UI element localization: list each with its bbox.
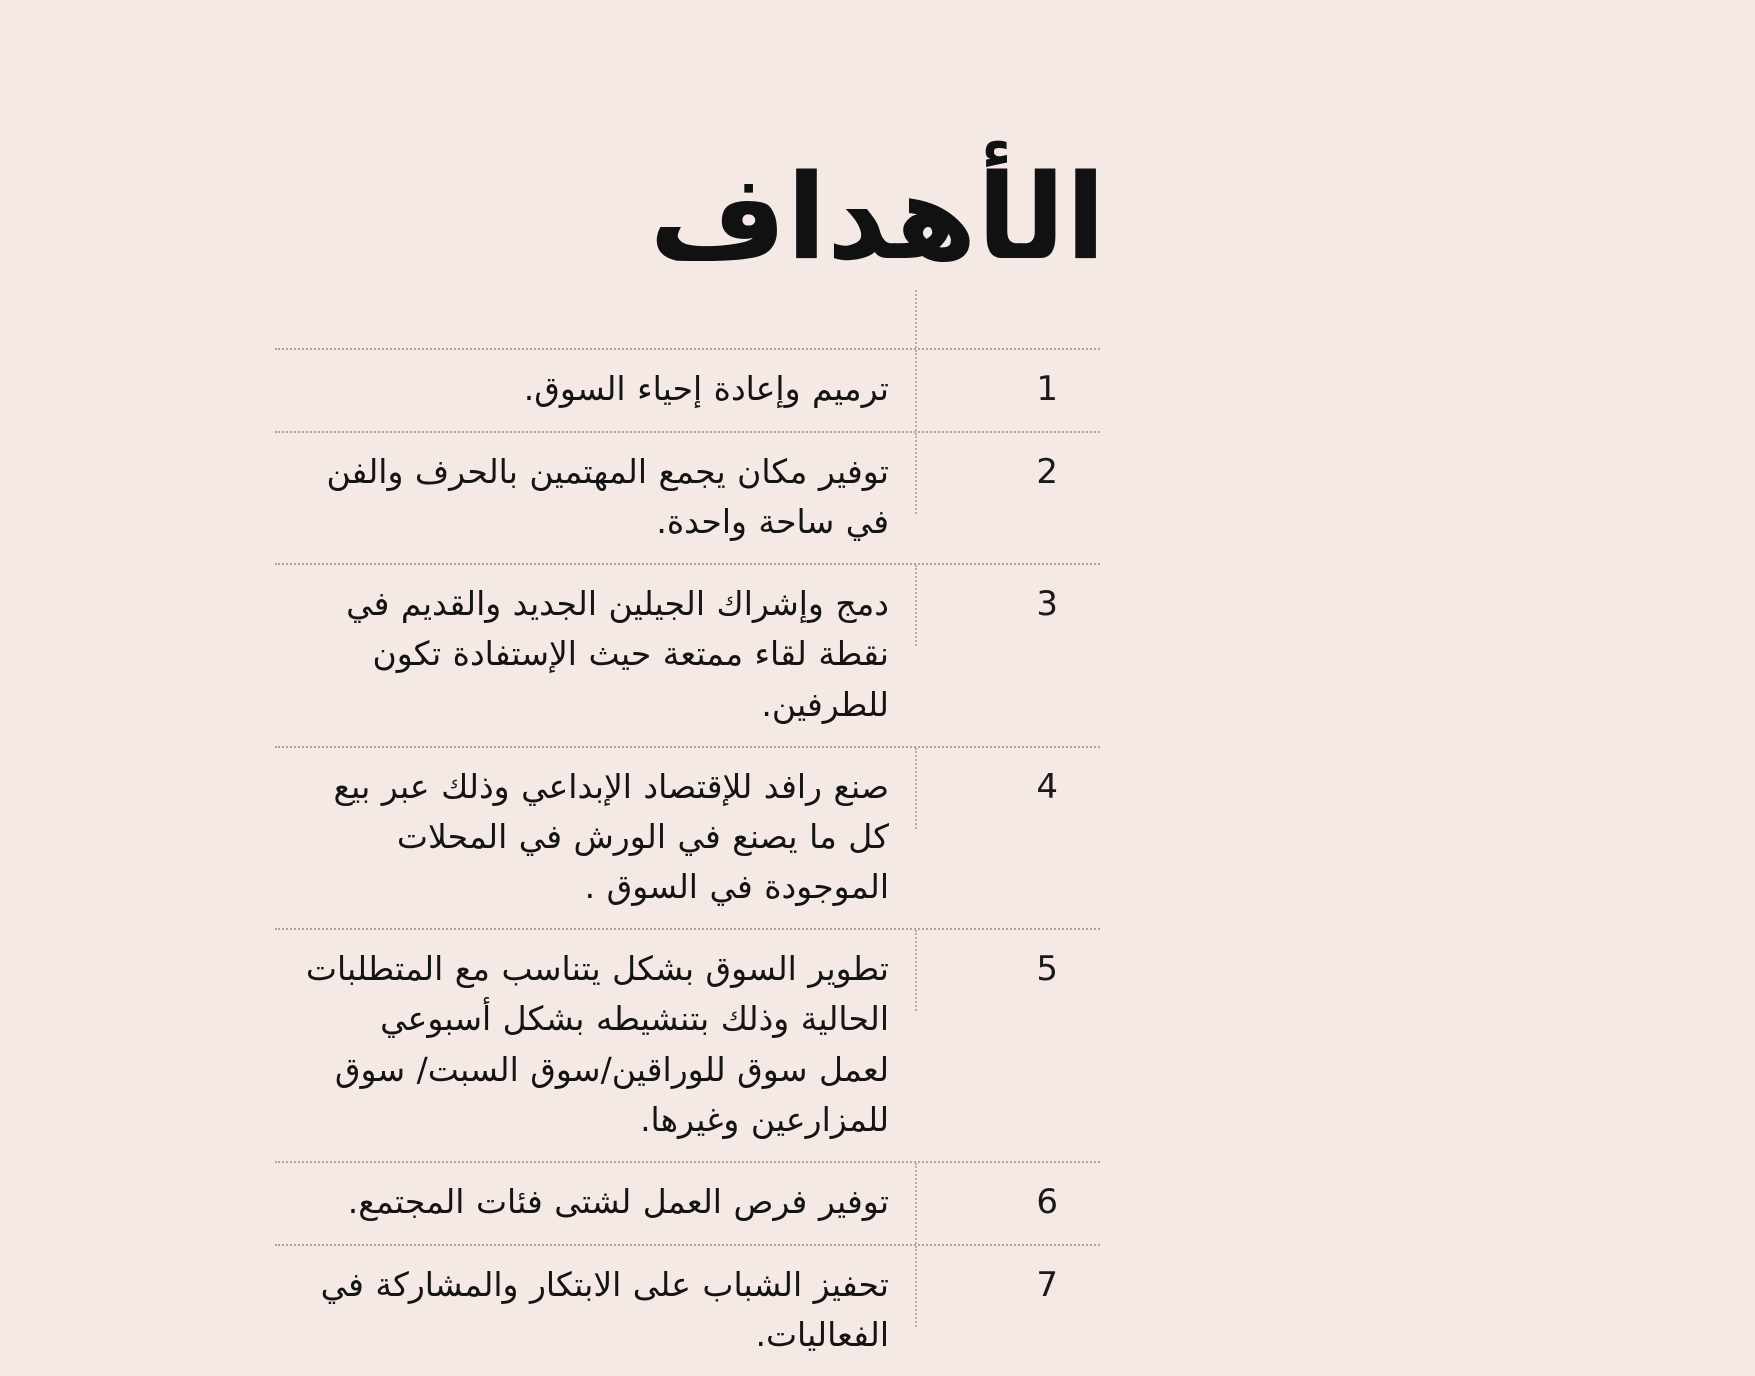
row-number: 3 [915,565,1100,646]
objective-text-line: لعمل سوق للوراقين/سوق السبت/ سوق [334,1049,889,1089]
objective-text-line: للمزارعين وغيرها. [640,1099,889,1139]
page-title: الأهداف [649,148,1106,287]
row-number: 1 [915,350,1100,431]
row-objective-text [275,433,915,563]
row-number: 2 [915,433,1100,514]
table-header-text-column [275,290,915,348]
table-row [275,1244,1100,1376]
objective-text-line: في ساحة واحدة. [656,502,889,542]
objective-text-line: نقطة لقاء ممتعة حيث الإستفادة تكون [372,634,889,674]
table-row [275,431,1100,563]
row-number: 4 [915,748,1100,829]
row-objective-text [275,930,915,1161]
objective-text-line: للطرفين. [761,684,889,724]
objective-text-line: الفعاليات. [755,1315,889,1355]
row-number: 6 [915,1163,1100,1244]
objective-text-line: الموجودة في السوق . [584,867,889,907]
table-row [275,348,1100,431]
objective-text-line: تطوير السوق بشكل يتناسب مع المتطلبات [305,949,889,989]
objective-text-line: تحفيز الشباب على الابتكار والمشاركة في [320,1264,889,1304]
row-objective-text [275,565,915,745]
objective-text-line: توفير مكان يجمع المهتمين بالحرف والفن [326,452,889,491]
table-row [275,1161,1100,1244]
objectives-table [275,290,1100,1376]
table-header-spacer [275,290,1100,348]
row-number: 5 [915,930,1100,1011]
row-objective-text [275,1163,915,1243]
objective-text-line: صنع رافد للإقتصاد الإبداعي وذلك عبر بيع [333,766,889,806]
objective-text-line: كل ما يصنع في الورش في المحلات [396,816,889,856]
objective-text-line: ترميم وإعادة إحياء السوق. [523,369,889,408]
table-row [275,563,1100,745]
row-number: 7 [915,1246,1100,1327]
table-header-number-column [915,290,1100,348]
table-row [275,746,1100,928]
objective-text-line: توفير فرص العمل لشتى فئات المجتمع. [347,1181,889,1221]
objective-text-line: دمج وإشراك الجيلين الجديد والقديم في [346,584,889,624]
table-row [275,928,1100,1161]
row-objective-text [275,350,915,430]
objective-text-line: الحالية وذلك بتنشيطه بشكل أسبوعي [380,999,889,1039]
row-objective-text [275,748,915,928]
table-body [275,348,1100,1376]
row-objective-text [275,1246,915,1376]
